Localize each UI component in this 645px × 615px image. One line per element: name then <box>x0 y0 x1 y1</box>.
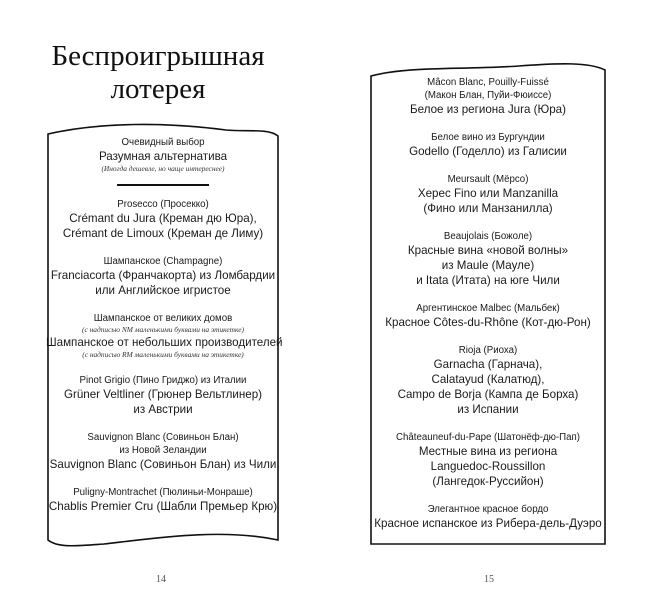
page-number-right: 15 <box>484 574 494 585</box>
right-page-content <box>369 76 607 545</box>
entry-obvious-choice: из Новой Зеландии <box>119 445 207 456</box>
wine-pair-entry <box>46 374 280 417</box>
entry-alternative: Campo de Borja (Кампа де Борха) <box>397 388 579 401</box>
entry-alternative: Красные вина «новой волны» <box>407 244 569 257</box>
entry-alternative: Godello (Годелло) из Галисии <box>409 145 567 158</box>
divider <box>117 184 209 186</box>
entry-obvious-choice: Prosecco (Просекко) <box>117 199 209 210</box>
entry-alternative: Красное Côtes-du-Rhône (Кот-дю-Рон) <box>385 316 591 329</box>
entry-alternative: Calatayud (Калатюд), <box>431 373 545 386</box>
entry-alternative: Chablis Premier Cru (Шабли Премьер Крю) <box>48 500 278 513</box>
left-scroll-frame <box>46 120 283 550</box>
header-line-obvious: Очевидный выбор <box>121 137 205 148</box>
entry-obvious-choice: Châteauneuf-du-Pape (Шатонёф-дю-Пап) <box>396 432 580 443</box>
entry-alternative: из Испании <box>457 403 519 416</box>
entry-obvious-choice: Beaujolais (Божоле) <box>443 231 533 242</box>
wine-pair-entry <box>369 173 607 216</box>
header-block <box>46 136 280 174</box>
entry-obvious-choice: Rioja (Риоха) <box>458 345 518 356</box>
entry-obvious-choice: Sauvignon Blanc (Совиньон Блан) <box>87 432 239 443</box>
wine-pair-entry <box>369 76 607 117</box>
entry-alternative: Crémant du Jura (Креман дю Юра), <box>69 212 257 225</box>
wine-pair-entry <box>46 312 283 360</box>
entry-alternative: Franciacorta (Франчакорта) из Ломбардии <box>50 269 276 282</box>
entry-alternative: из Австрии <box>133 403 193 416</box>
wine-pair-entry <box>46 198 280 241</box>
entry-alternative: из Maule (Мауле) <box>441 259 535 272</box>
entry-obvious-choice: Mâcon Blanc, Pouilly-Fuissé <box>427 77 549 88</box>
title-line-2: лотерея <box>110 73 206 105</box>
left-page-content <box>46 136 283 528</box>
wine-pair-entry <box>369 503 607 531</box>
header-note: (Иногда дешевле, но чаще интереснее) <box>101 164 225 173</box>
entry-obvious-choice: Белое вино из Бургундии <box>431 132 545 143</box>
entry-obvious-choice: (Макон Блан, Пуйи-Фюиссе) <box>424 90 552 101</box>
wine-pair-entry <box>369 431 607 489</box>
wine-pair-entry <box>369 302 607 330</box>
entry-alternative: или Английское игристое <box>95 284 231 297</box>
entry-alternative: Languedoc-Roussillon <box>430 460 546 473</box>
entry-obvious-choice: Шампанское от великих домов <box>93 313 233 324</box>
entry-alternative: Белое из региона Jura (Юра) <box>410 103 566 116</box>
wine-pair-entry <box>369 230 607 288</box>
entry-obvious-choice: Meursault (Мёрсо) <box>447 174 529 185</box>
entry-alternative: Garnacha (Гарнача), <box>433 358 543 371</box>
header-line-alternative: Разумная альтернатива <box>98 150 228 163</box>
right-scroll-frame <box>369 60 607 550</box>
entry-alternative: Grüner Veltliner (Грюнер Вельтлинер) <box>63 388 263 401</box>
entry-alternative: Sauvignon Blanc (Совиньон Блан) из Чили <box>49 458 277 471</box>
wine-pair-entry <box>369 344 607 417</box>
title-line-1: Беспроигрышная <box>51 40 265 72</box>
entry-alternative: Местные вина из региона <box>418 445 558 458</box>
entry-alternative: (Фино или Манзанилла) <box>423 202 553 215</box>
entry-alternative: и Itata (Итата) на юге Чили <box>416 274 560 287</box>
wine-pair-entry <box>46 255 280 298</box>
entry-alternative: Херес Fino или Manzanilla <box>417 187 559 200</box>
entry-obvious-choice: Элегантное красное бордо <box>427 504 549 515</box>
entry-obvious-choice: Pinot Grigio (Пино Гриджо) из Италии <box>79 375 247 386</box>
page-number-left: 14 <box>156 574 166 585</box>
entry-obvious-choice: Puligny-Montrachet (Пюлиньи-Монраше) <box>73 487 253 498</box>
wine-pair-entry <box>369 131 607 159</box>
left-entries <box>46 198 283 514</box>
entry-alternative: Crémant de Limoux (Креман де Лиму) <box>62 227 264 240</box>
wine-pair-entry <box>46 431 280 472</box>
entry-obvious-choice: Аргентинское Malbec (Мальбек) <box>416 303 560 314</box>
right-entries <box>369 76 607 531</box>
entry-alternative: Шампанское от небольших производителей <box>46 336 283 349</box>
entry-note: (с надписью RM маленькими буквами на этикетке) <box>82 350 244 359</box>
entry-alternative: (Лангедок-Руссийон) <box>432 475 544 488</box>
wine-pair-entry <box>46 486 280 514</box>
page-title <box>38 40 278 106</box>
entry-note: (с надписью NM маленькими буквами на этикетке) <box>82 325 244 334</box>
entry-alternative: Красное испанское из Рибера-дель-Дуэро <box>374 517 602 530</box>
entry-obvious-choice: Шампанское (Champagne) <box>103 256 223 267</box>
